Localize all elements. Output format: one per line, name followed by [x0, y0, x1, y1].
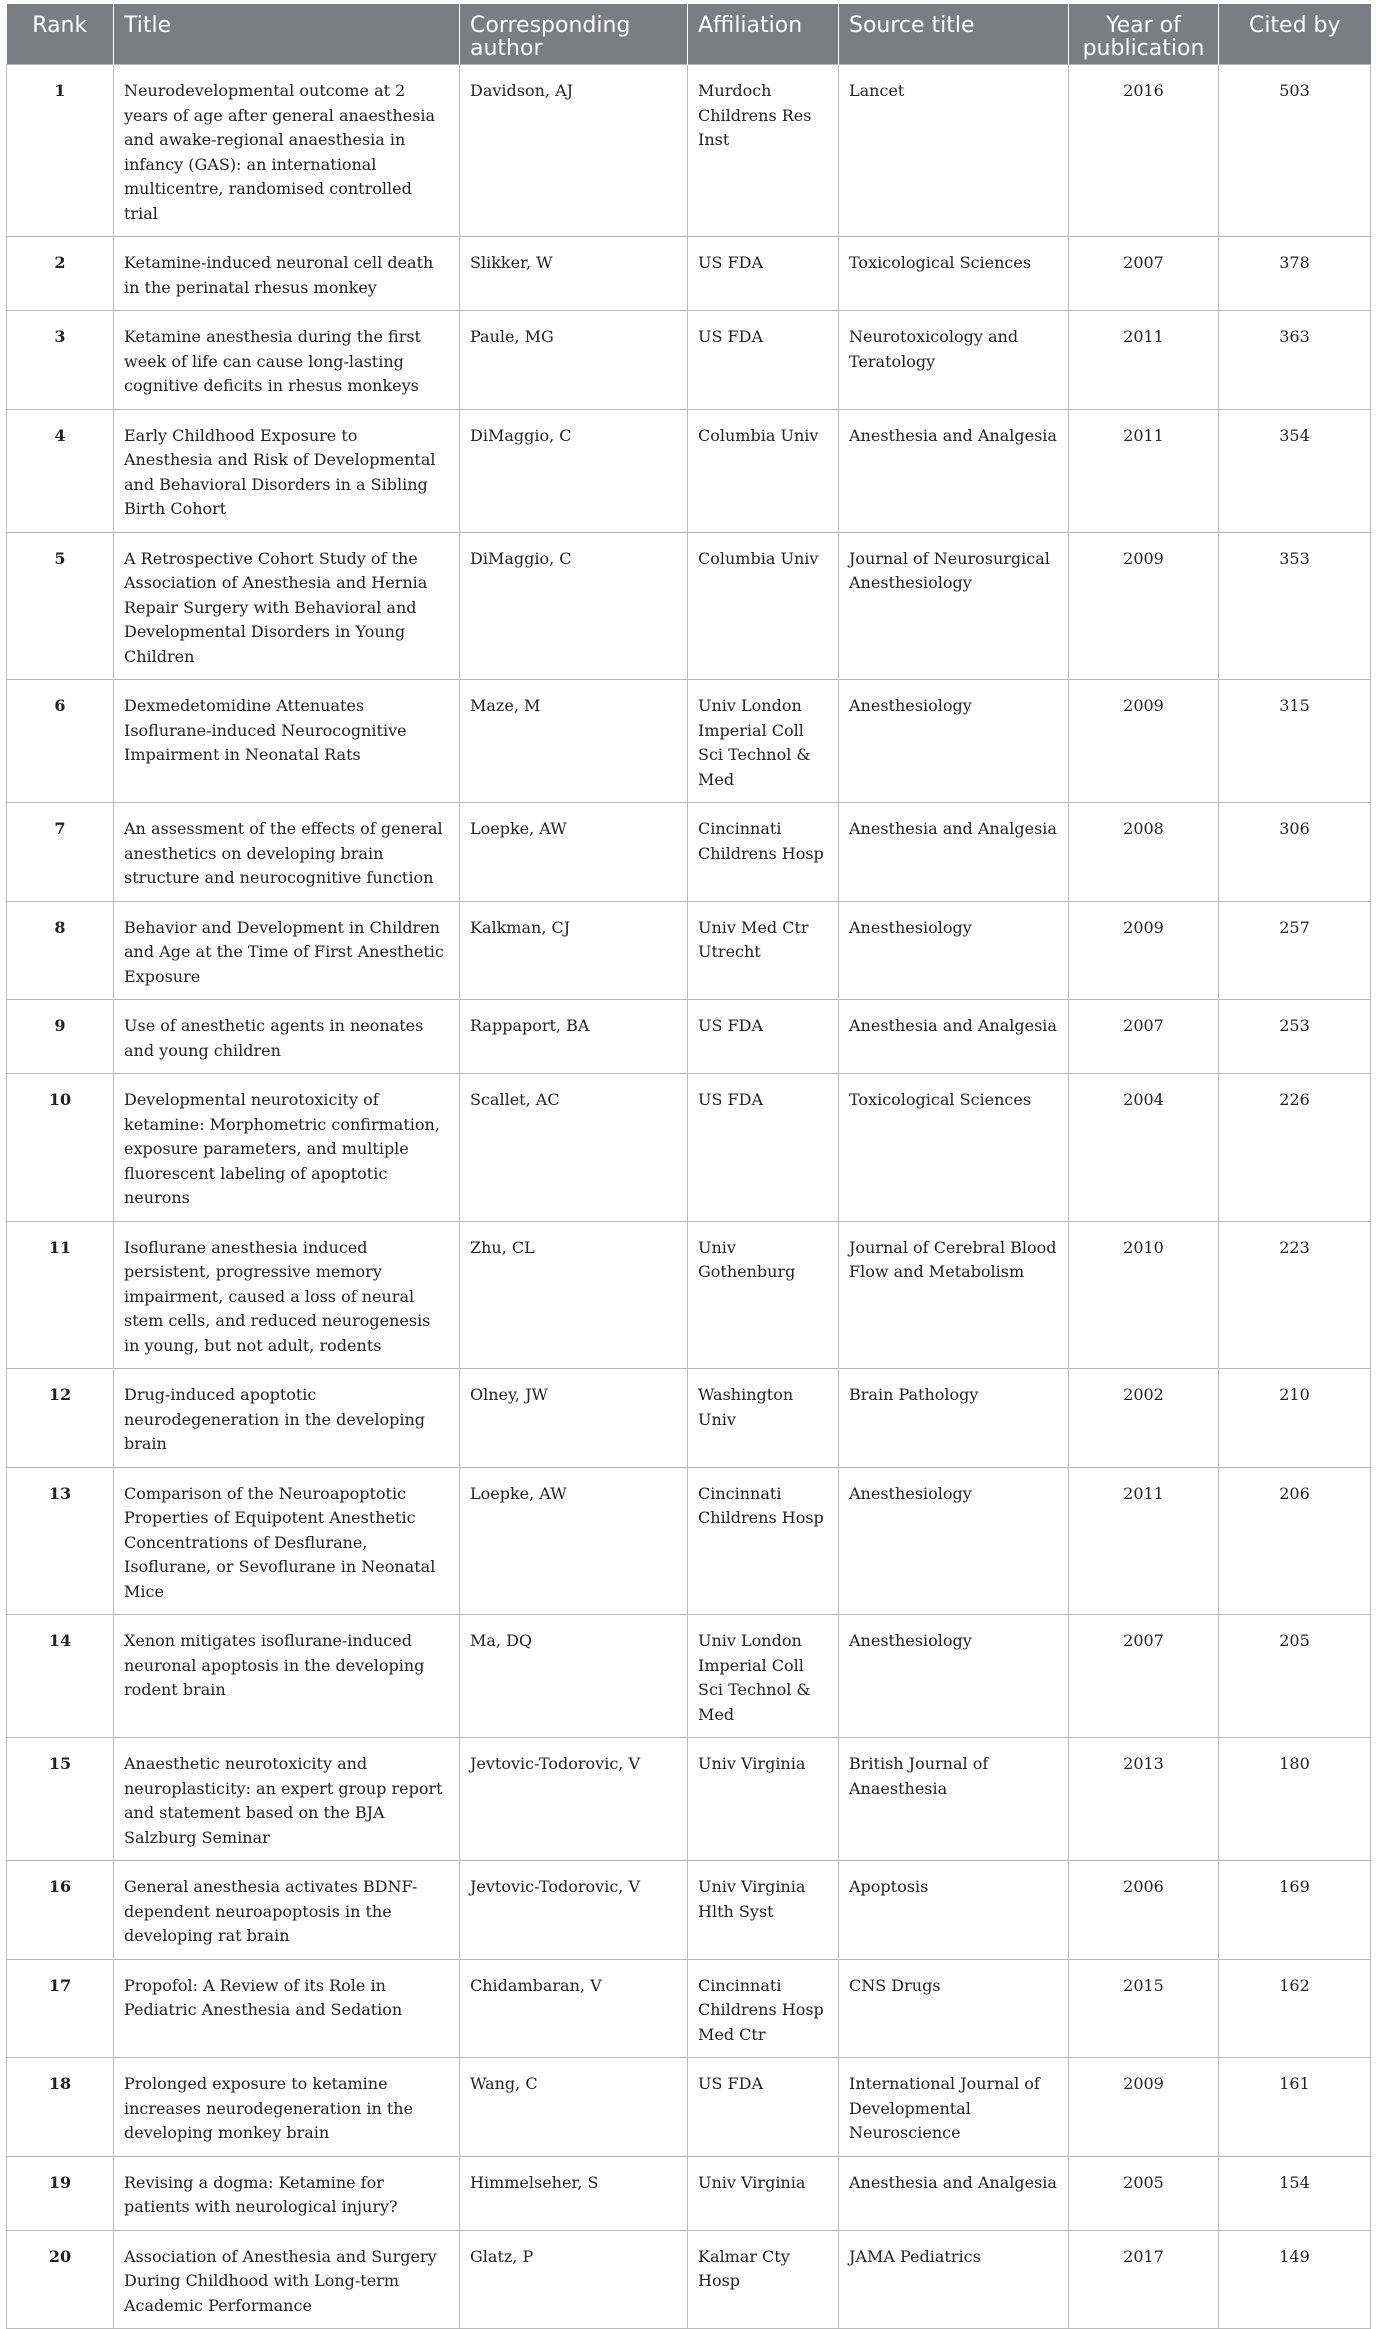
- cell-corresponding-author: Ma, DQ: [460, 1615, 688, 1738]
- cell-affiliation: Columbia Univ: [688, 409, 839, 532]
- table-row: [7, 409, 1371, 532]
- cell-cited-by: 306: [1219, 803, 1371, 902]
- table-row: [7, 1738, 1371, 1861]
- cell-corresponding-author: DiMaggio, C: [460, 532, 688, 680]
- cell-year-of-publication: 2009: [1069, 532, 1219, 680]
- cell-title: Drug-induced apoptotic neurodegeneration in the developing brain: [114, 1369, 460, 1468]
- cell-title: An assessment of the effects of general anesthetics on developing brain structure and neurocognitive function: [114, 803, 460, 902]
- cell-year-of-publication: 2011: [1069, 1467, 1219, 1615]
- cell-rank: 13: [7, 1467, 114, 1615]
- cell-year-of-publication: 2007: [1069, 237, 1219, 311]
- cell-title: Propofol: A Review of its Role in Pediatric Anesthesia and Sedation: [114, 1959, 460, 2058]
- cell-rank: 20: [7, 2230, 114, 2329]
- cell-rank: 7: [7, 803, 114, 902]
- cell-source-title: Anesthesiology: [839, 901, 1069, 1000]
- cell-title: Ketamine anesthesia during the first week of life can cause long-lasting cognitive deficits in rhesus monkeys: [114, 311, 460, 410]
- table-row: [7, 803, 1371, 902]
- cell-cited-by: 223: [1219, 1221, 1371, 1369]
- cell-source-title: Apoptosis: [839, 1861, 1069, 1960]
- cell-source-title: Anesthesiology: [839, 1467, 1069, 1615]
- cell-year-of-publication: 2008: [1069, 803, 1219, 902]
- cell-source-title: Lancet: [839, 65, 1069, 237]
- cell-cited-by: 363: [1219, 311, 1371, 410]
- cell-rank: 6: [7, 680, 114, 803]
- cell-affiliation: US FDA: [688, 2058, 839, 2157]
- cell-title: Developmental neurotoxicity of ketamine: Morphometric confirmation, exposure parameters, and multiple fluorescent labeling of apoptotic neurons: [114, 1074, 460, 1222]
- table-header: [7, 4, 1371, 65]
- cell-rank: 2: [7, 237, 114, 311]
- cell-cited-by: 503: [1219, 65, 1371, 237]
- header-title: Title: [114, 4, 460, 65]
- cell-corresponding-author: Scallet, AC: [460, 1074, 688, 1222]
- cell-title: Xenon mitigates isoflurane-induced neuronal apoptosis in the developing rodent brain: [114, 1615, 460, 1738]
- cell-title: General anesthesia activates BDNF-dependent neuroapoptosis in the developing rat brain: [114, 1861, 460, 1960]
- cell-corresponding-author: Slikker, W: [460, 237, 688, 311]
- cell-rank: 1: [7, 65, 114, 237]
- top-cited-articles-table: [6, 4, 1371, 2329]
- cell-rank: 11: [7, 1221, 114, 1369]
- cell-affiliation: Kalmar Cty Hosp: [688, 2230, 839, 2329]
- cell-rank: 5: [7, 532, 114, 680]
- cell-corresponding-author: Wang, C: [460, 2058, 688, 2157]
- cell-cited-by: 315: [1219, 680, 1371, 803]
- cell-year-of-publication: 2004: [1069, 1074, 1219, 1222]
- cell-rank: 14: [7, 1615, 114, 1738]
- cell-cited-by: 154: [1219, 2156, 1371, 2230]
- cell-corresponding-author: Loepke, AW: [460, 1467, 688, 1615]
- cell-rank: 8: [7, 901, 114, 1000]
- cell-corresponding-author: Jevtovic-Todorovic, V: [460, 1861, 688, 1960]
- table-row: [7, 2058, 1371, 2157]
- cell-cited-by: 378: [1219, 237, 1371, 311]
- cell-rank: 15: [7, 1738, 114, 1861]
- cell-source-title: Neurotoxicology and Teratology: [839, 311, 1069, 410]
- table-row: [7, 65, 1371, 237]
- cell-cited-by: 253: [1219, 1000, 1371, 1074]
- cell-rank: 18: [7, 2058, 114, 2157]
- cell-corresponding-author: Zhu, CL: [460, 1221, 688, 1369]
- cell-cited-by: 161: [1219, 2058, 1371, 2157]
- cell-source-title: JAMA Pediatrics: [839, 2230, 1069, 2329]
- header-affiliation: Affiliation: [688, 4, 839, 65]
- table-container: [6, 4, 1370, 2329]
- cell-source-title: British Journal of Anaesthesia: [839, 1738, 1069, 1861]
- header-corresponding-author: Corresponding author: [460, 4, 688, 65]
- cell-affiliation: Univ Med Ctr Utrecht: [688, 901, 839, 1000]
- table-row: [7, 680, 1371, 803]
- cell-source-title: Anesthesiology: [839, 680, 1069, 803]
- cell-year-of-publication: 2002: [1069, 1369, 1219, 1468]
- cell-corresponding-author: DiMaggio, C: [460, 409, 688, 532]
- cell-year-of-publication: 2009: [1069, 2058, 1219, 2157]
- cell-rank: 4: [7, 409, 114, 532]
- cell-title: Comparison of the Neuroapoptotic Properties of Equipotent Anesthetic Concentrations of Desflurane, Isoflurane, or Sevoflurane in Neonatal Mice: [114, 1467, 460, 1615]
- table-row: [7, 2230, 1371, 2329]
- header-source-title: Source title: [839, 4, 1069, 65]
- cell-rank: 12: [7, 1369, 114, 1468]
- cell-year-of-publication: 2006: [1069, 1861, 1219, 1960]
- cell-rank: 19: [7, 2156, 114, 2230]
- table-row: [7, 2156, 1371, 2230]
- cell-title: Revising a dogma: Ketamine for patients with neurological injury?: [114, 2156, 460, 2230]
- cell-corresponding-author: Kalkman, CJ: [460, 901, 688, 1000]
- table-row: [7, 1369, 1371, 1468]
- cell-title: Neurodevelopmental outcome at 2 years of age after general anaesthesia and awake-regional anaesthesia in infancy (GAS): an international multicentre, randomised controlled trial: [114, 65, 460, 237]
- table-row: [7, 1000, 1371, 1074]
- cell-affiliation: Univ London Imperial Coll Sci Technol & Med: [688, 1615, 839, 1738]
- cell-corresponding-author: Jevtovic-Todorovic, V: [460, 1738, 688, 1861]
- cell-title: Prolonged exposure to ketamine increases neurodegeneration in the developing monkey brain: [114, 2058, 460, 2157]
- cell-source-title: Journal of Neurosurgical Anesthesiology: [839, 532, 1069, 680]
- cell-title: Association of Anesthesia and Surgery During Childhood with Long-term Academic Performance: [114, 2230, 460, 2329]
- cell-year-of-publication: 2011: [1069, 409, 1219, 532]
- cell-cited-by: 353: [1219, 532, 1371, 680]
- cell-affiliation: US FDA: [688, 237, 839, 311]
- cell-corresponding-author: Himmelseher, S: [460, 2156, 688, 2230]
- cell-affiliation: Columbia Univ: [688, 532, 839, 680]
- table-row: [7, 1959, 1371, 2058]
- cell-year-of-publication: 2005: [1069, 2156, 1219, 2230]
- cell-corresponding-author: Chidambaran, V: [460, 1959, 688, 2058]
- cell-rank: 3: [7, 311, 114, 410]
- cell-source-title: Anesthesia and Analgesia: [839, 409, 1069, 532]
- cell-affiliation: Univ Gothenburg: [688, 1221, 839, 1369]
- cell-cited-by: 149: [1219, 2230, 1371, 2329]
- cell-cited-by: 162: [1219, 1959, 1371, 2058]
- cell-cited-by: 205: [1219, 1615, 1371, 1738]
- cell-corresponding-author: Rappaport, BA: [460, 1000, 688, 1074]
- header-cited-by: Cited by: [1219, 4, 1371, 65]
- cell-year-of-publication: 2016: [1069, 65, 1219, 237]
- cell-title: A Retrospective Cohort Study of the Association of Anesthesia and Hernia Repair Surgery with Behavioral and Developmental Disorders in Young Children: [114, 532, 460, 680]
- cell-affiliation: Univ Virginia: [688, 2156, 839, 2230]
- table-row: [7, 532, 1371, 680]
- cell-affiliation: US FDA: [688, 311, 839, 410]
- cell-affiliation: US FDA: [688, 1074, 839, 1222]
- cell-source-title: Anesthesia and Analgesia: [839, 1000, 1069, 1074]
- cell-corresponding-author: Glatz, P: [460, 2230, 688, 2329]
- cell-source-title: Anesthesia and Analgesia: [839, 2156, 1069, 2230]
- table-row: [7, 1615, 1371, 1738]
- cell-year-of-publication: 2007: [1069, 1000, 1219, 1074]
- header-row: [7, 4, 1371, 65]
- cell-cited-by: 257: [1219, 901, 1371, 1000]
- header-year-of-publication: Year of publication: [1069, 4, 1219, 65]
- cell-year-of-publication: 2010: [1069, 1221, 1219, 1369]
- cell-title: Dexmedetomidine Attenuates Isoflurane-induced Neurocognitive Impairment in Neonatal Rats: [114, 680, 460, 803]
- header-rank: Rank: [7, 4, 114, 65]
- cell-year-of-publication: 2007: [1069, 1615, 1219, 1738]
- cell-cited-by: 226: [1219, 1074, 1371, 1222]
- cell-cited-by: 206: [1219, 1467, 1371, 1615]
- cell-source-title: Anesthesiology: [839, 1615, 1069, 1738]
- cell-affiliation: Univ Virginia Hlth Syst: [688, 1861, 839, 1960]
- cell-year-of-publication: 2009: [1069, 901, 1219, 1000]
- cell-corresponding-author: Davidson, AJ: [460, 65, 688, 237]
- cell-source-title: Brain Pathology: [839, 1369, 1069, 1468]
- cell-source-title: Journal of Cerebral Blood Flow and Metabolism: [839, 1221, 1069, 1369]
- cell-corresponding-author: Paule, MG: [460, 311, 688, 410]
- cell-affiliation: Cincinnati Childrens Hosp Med Ctr: [688, 1959, 839, 2058]
- cell-rank: 16: [7, 1861, 114, 1960]
- table-row: [7, 311, 1371, 410]
- cell-title: Isoflurane anesthesia induced persistent, progressive memory impairment, caused a loss of neural stem cells, and reduced neurogenesis in young, but not adult, rodents: [114, 1221, 460, 1369]
- cell-rank: 17: [7, 1959, 114, 2058]
- table-row: [7, 237, 1371, 311]
- cell-affiliation: Washington Univ: [688, 1369, 839, 1468]
- cell-year-of-publication: 2011: [1069, 311, 1219, 410]
- cell-affiliation: Univ London Imperial Coll Sci Technol & Med: [688, 680, 839, 803]
- table-row: [7, 901, 1371, 1000]
- cell-year-of-publication: 2015: [1069, 1959, 1219, 2058]
- cell-corresponding-author: Maze, M: [460, 680, 688, 803]
- cell-rank: 10: [7, 1074, 114, 1222]
- cell-source-title: Anesthesia and Analgesia: [839, 803, 1069, 902]
- cell-rank: 9: [7, 1000, 114, 1074]
- cell-title: Ketamine-induced neuronal cell death in the perinatal rhesus monkey: [114, 237, 460, 311]
- cell-affiliation: Cincinnati Childrens Hosp: [688, 803, 839, 902]
- cell-source-title: CNS Drugs: [839, 1959, 1069, 2058]
- cell-title: Anaesthetic neurotoxicity and neuroplasticity: an expert group report and statement based on the BJA Salzburg Seminar: [114, 1738, 460, 1861]
- cell-cited-by: 180: [1219, 1738, 1371, 1861]
- table-row: [7, 1074, 1371, 1222]
- cell-affiliation: US FDA: [688, 1000, 839, 1074]
- cell-affiliation: Univ Virginia: [688, 1738, 839, 1861]
- cell-title: Use of anesthetic agents in neonates and young children: [114, 1000, 460, 1074]
- cell-source-title: International Journal of Developmental Neuroscience: [839, 2058, 1069, 2157]
- table-row: [7, 1221, 1371, 1369]
- table-row: [7, 1467, 1371, 1615]
- table-body: [7, 65, 1371, 2329]
- cell-corresponding-author: Olney, JW: [460, 1369, 688, 1468]
- cell-year-of-publication: 2013: [1069, 1738, 1219, 1861]
- table-row: [7, 1861, 1371, 1960]
- cell-source-title: Toxicological Sciences: [839, 237, 1069, 311]
- cell-source-title: Toxicological Sciences: [839, 1074, 1069, 1222]
- cell-title: Early Childhood Exposure to Anesthesia and Risk of Developmental and Behavioral Disorders in a Sibling Birth Cohort: [114, 409, 460, 532]
- cell-title: Behavior and Development in Children and Age at the Time of First Anesthetic Exposure: [114, 901, 460, 1000]
- cell-corresponding-author: Loepke, AW: [460, 803, 688, 902]
- cell-affiliation: Cincinnati Childrens Hosp: [688, 1467, 839, 1615]
- cell-cited-by: 169: [1219, 1861, 1371, 1960]
- cell-cited-by: 210: [1219, 1369, 1371, 1468]
- cell-year-of-publication: 2017: [1069, 2230, 1219, 2329]
- cell-year-of-publication: 2009: [1069, 680, 1219, 803]
- cell-affiliation: Murdoch Childrens Res Inst: [688, 65, 839, 237]
- cell-cited-by: 354: [1219, 409, 1371, 532]
